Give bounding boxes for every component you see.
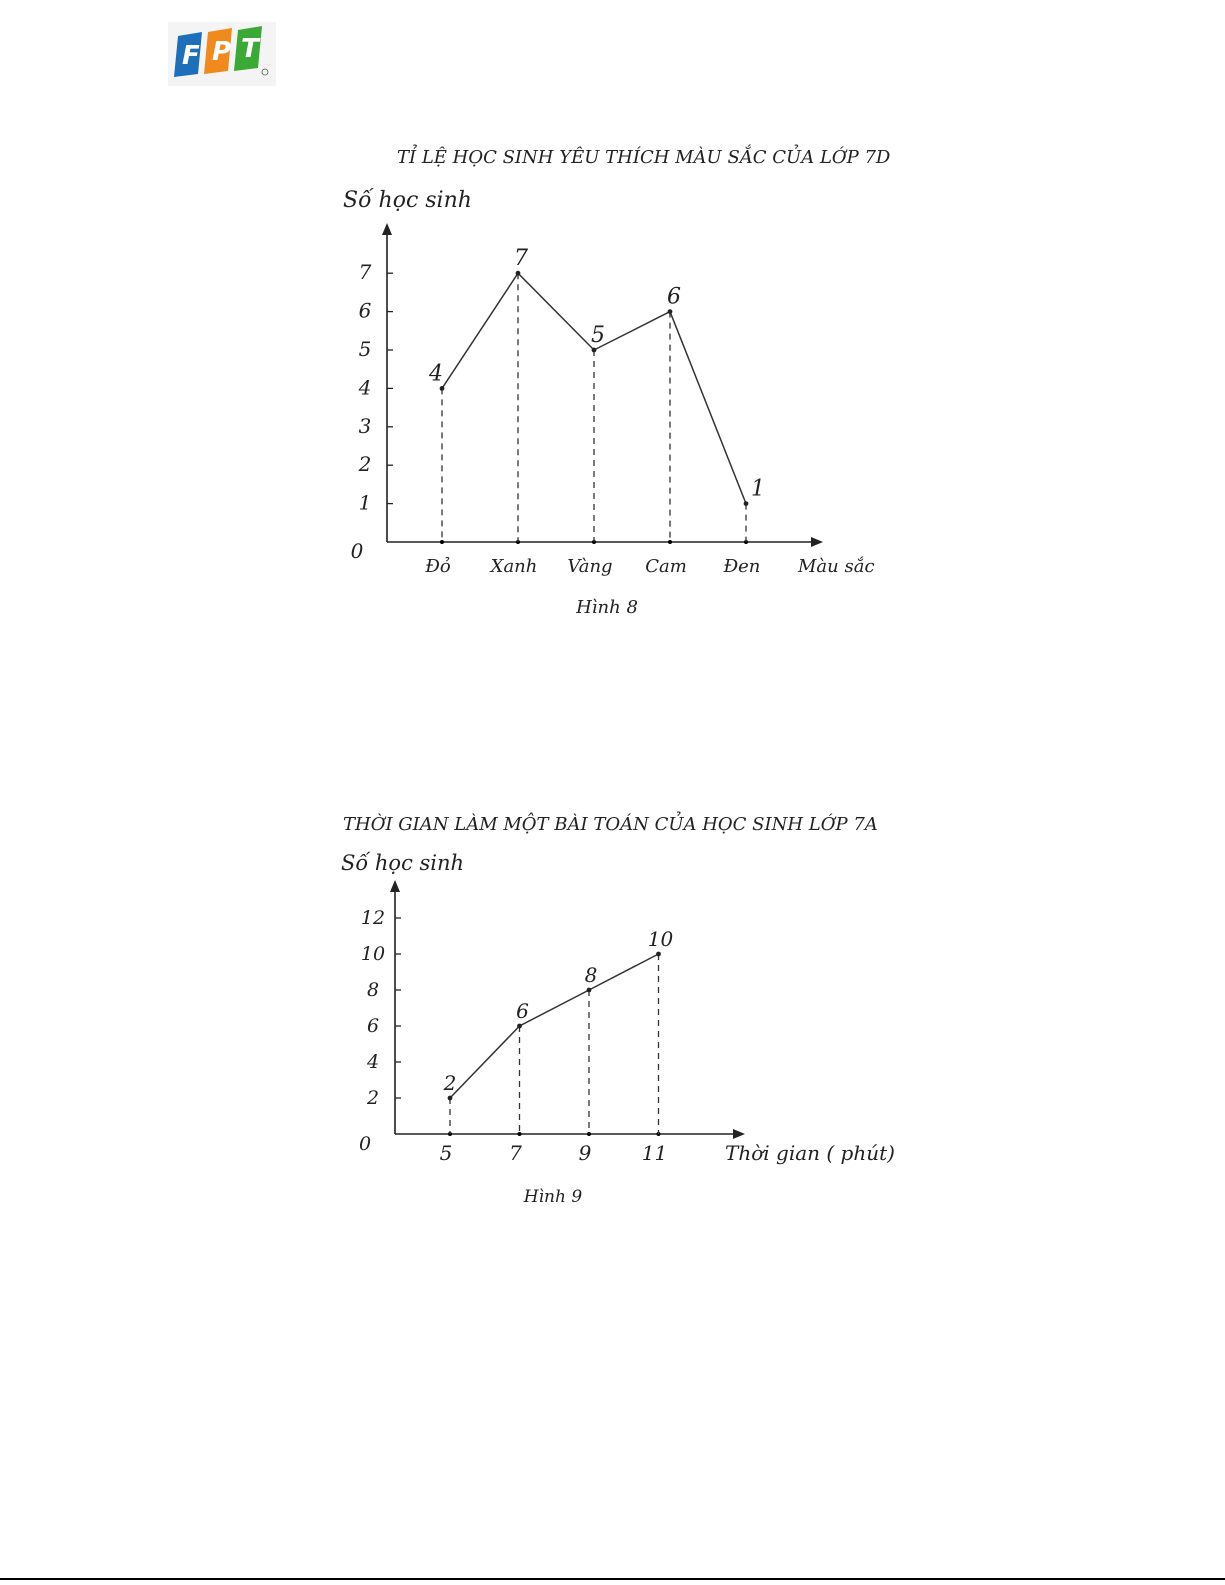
- x-tick-label: 5: [439, 1141, 453, 1165]
- y-tick-label: 5: [358, 337, 372, 361]
- x-tick-label: Xanh: [490, 556, 538, 577]
- solving-time-chart: [335, 800, 905, 1220]
- data-label: 1: [751, 476, 765, 502]
- data-point: [592, 348, 597, 353]
- x-tick-label: Vàng: [567, 556, 613, 577]
- y-tick-label: 2: [358, 452, 372, 477]
- y-axis-label: Số học sinh: [343, 188, 472, 213]
- data-label: 5: [591, 323, 605, 348]
- logo-letter-t: T: [241, 34, 259, 64]
- y-axis-label: Số học sinh: [341, 851, 465, 875]
- data-point: [668, 309, 673, 314]
- y-tick-label: 4: [366, 1051, 380, 1073]
- data-label: 4: [429, 361, 443, 387]
- favorite-color-chart: [335, 135, 895, 625]
- chart-caption: Hình 9: [523, 1187, 583, 1207]
- data-point: [448, 1096, 453, 1101]
- y-tick-label: 12: [360, 907, 386, 929]
- x-axis-label: Màu sắc: [798, 556, 875, 577]
- data-point: [744, 501, 749, 506]
- x-tick-label: Đen: [723, 556, 761, 577]
- x-axis-arrow: [811, 537, 823, 547]
- data-point: [440, 386, 445, 391]
- y-tick-label: 4: [358, 375, 372, 400]
- data-point: [516, 271, 521, 276]
- logo-letter-p: P: [212, 37, 232, 67]
- x-tick-label: Cam: [645, 556, 687, 577]
- y-axis-arrow: [382, 223, 392, 235]
- x-axis-label: Thời gian ( phút): [725, 1141, 895, 1165]
- data-label: 7: [514, 246, 528, 272]
- data-label: 6: [667, 284, 681, 310]
- x-tick-label: 11: [641, 1141, 668, 1165]
- y-tick-label: 3: [358, 413, 372, 438]
- origin-label: 0: [350, 539, 364, 563]
- y-tick-label: 7: [358, 260, 372, 285]
- data-label: 2: [443, 1071, 457, 1095]
- data-point: [587, 988, 592, 993]
- logo-letter-f: F: [182, 41, 200, 71]
- y-tick-label: 2: [366, 1087, 380, 1109]
- x-tick-label: 9: [578, 1141, 592, 1165]
- data-point: [656, 952, 661, 957]
- y-axis-arrow: [390, 880, 400, 892]
- y-tick-label: 10: [360, 943, 386, 965]
- chart-caption: Hình 8: [576, 597, 638, 618]
- footer-rule: [0, 1578, 1225, 1580]
- data-label: 6: [516, 999, 529, 1023]
- y-tick-label: 1: [358, 490, 372, 515]
- series-line: [450, 954, 659, 1098]
- x-axis-arrow: [733, 1129, 745, 1139]
- data-label: 10: [647, 927, 674, 951]
- y-tick-label: 6: [358, 298, 372, 323]
- origin-label: 0: [358, 1133, 372, 1155]
- fpt-logo: [168, 22, 276, 86]
- chart-title: THỜI GIAN LÀM MỘT BÀI TOÁN CỦA HỌC SINH LỚP 7A: [343, 814, 878, 835]
- data-point: [517, 1024, 522, 1029]
- x-tick-label: 7: [509, 1141, 522, 1165]
- data-label: 8: [584, 963, 598, 987]
- y-tick-label: 6: [366, 1015, 380, 1037]
- y-tick-label: 8: [366, 979, 380, 1001]
- chart-title: TỈ LỆ HỌC SINH YÊU THÍCH MÀU SẮC CỦA LỚP 7D: [397, 147, 891, 168]
- x-tick-label: Đỏ: [425, 556, 451, 577]
